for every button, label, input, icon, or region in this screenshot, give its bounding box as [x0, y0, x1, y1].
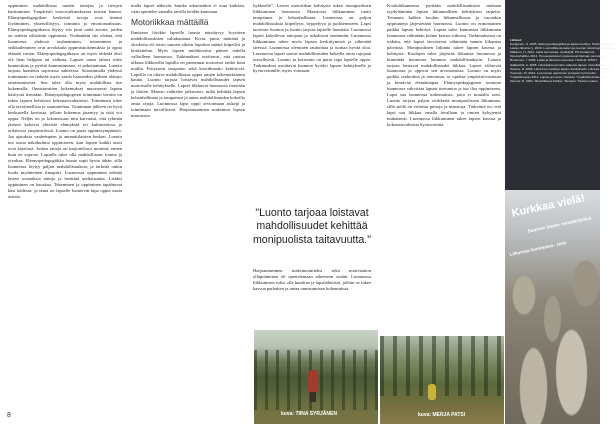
column-3-bottom-text: Harjaantuminen maksimoimieksi sekä motivaation ylläpitäminen eli opettelemaan aiheeseen sisään. Luonnossa liikkumisen tulisi olla hauskaa ja lapsilähtöistä, jolloin se tukee kasvua parhaiten ja antaa onnistumisen kokemuksia. — [253, 268, 371, 291]
source-line: Telama, R. 2009. Liikunnan merkitys lapsen kehitykselle. Liikunta & Tiede. — [510, 66, 612, 71]
column-2-intro: malla lapset näkevät, kuinka aikuinenkin ei osaa kaikkea, vaan opettelee samalla tavalla heidän kanssaan. — [131, 3, 245, 14]
article-column-1 — [8, 3, 122, 411]
article-column-3-top — [253, 3, 371, 183]
source-line: Lähteet: — [510, 38, 523, 42]
article-column-4 — [387, 3, 501, 333]
path-photo — [380, 336, 504, 424]
source-line: Opetushallitus 2014. Perusopetuksen opetussuunnitelman perusteet. — [510, 54, 605, 59]
path-trees — [380, 336, 504, 396]
forest-photo — [254, 330, 378, 424]
photo-credit-merja: kuva: MERJA PATSI — [418, 412, 466, 418]
source-line: Sääkslahti, A. 2005. Liikuntaintervention vaikutus lapsen motoriikkaan. — [510, 62, 607, 67]
rocks-title: Kurkkaa vielä! — [510, 192, 587, 220]
path-hiker — [428, 384, 436, 400]
photo-credit-tiina: kuva: TIINA SYRJÄNEN — [281, 411, 337, 417]
pull-quote: "Luonto tarjoaa loistavat mahdollisuudet kehittää monipuolista taitavuutta." — [252, 207, 371, 246]
article-column-2 — [131, 3, 245, 411]
column-2-text: Ihmiseen liioikin lapselle luonto näyttäytyy fyysisten mahdollisuuksien valtakuntana. Kiviä, puita, mättäitä ja oksikoita eli toisin sanoen oikein lopulton määrä kiipeilyä ja koskettelua. Myös lapsen mielikuvitus pääsee todella valloilleen luonnossa. Tutkimukset osoittavat, että ruutua ulkona liikkuvilla lapsilla on paremmat motoriset taidot kuin muilla. Erityisesti tasapaino sekä koordinaatio kehittyvät. Lapsilla on oltava mahdollisuus oppia omien kokemuksiensa kautta. Luonto tarjoaa loistavat mahdollisuudet lapsen motoriselle kehitykselle. Lapset liikkuvat luonnossa itsestään ja iloiten. Maasto vaihtelee jatkuvasti, mikä kehittää lapsen kehonhallintaa ja tasapainoa ja antaa mahdollisuuden kokeilla omia rajoja. Luonnossa lapsi oppii arvioimaan riskejä ja toimimaan turvallisesti. Harjaantuminen maksimoi lapsen innostusta. — [131, 29, 245, 119]
hiker-figure — [308, 370, 318, 392]
section-heading: Motoriikkaa mättäillä — [131, 16, 209, 27]
source-line: Mäkinen, H. 2011. Lapsi luonnossa. Jyväskylä: PS-kustannus. — [510, 50, 596, 55]
rocks-line: Liikuntaa luonnossa - teos — [509, 240, 567, 257]
source-line: Vuorinen, M. 2012. Luonnossa oppiminen ja lapsen hyvinvointi. — [510, 70, 597, 75]
rocks-subtitle: Suomen lasten metsäkirjoitus — [527, 215, 592, 234]
source-line: Zimmer, R. 2001. Motoriikka ja kehitys. Tampere: Tammer-paino. — [510, 78, 599, 83]
page-number: 8 — [7, 412, 11, 419]
source-line: Ympäristöopas 2013. Lapset ja luonto. Helsinki: Ympäristöministeriö. — [510, 74, 605, 79]
source-line: Lasten liikunta ry. 2010. Luontoliikunta lasten ja nuorten toimintaympäristönä. — [510, 46, 616, 51]
rocks-photo — [505, 190, 600, 424]
sources-list — [505, 0, 616, 83]
article-column-3-bottom — [253, 268, 371, 328]
column-4-text: Koululiikunnassa pyritään mahdollisuuksien mukaan tyydyttämään lapsen liikunnallisen kehityksen tarpeita. Teemana kulkee koulun liikunnallisuus ja varsinkin oppitunteja järjestetään luonnossa. Luonto on erinomainen paikka lapsen kehittyä. Lapsia tulee kannustaa liikkumaan luonnossa vähintään kolme kertaa viikossa. Tutkimuksissa on todettu, että lapset tarvitsevat vähintään tunnin liikuntaa päivässä. Monipuolinen liikunta tukee lapsen kasvua ja kehitystä. Koulujen tulee järjestää liikuntaa luonnossa ja kiinnittää huomiota luonnon mahdollisuuksiin. Luonto tarjoaa loistavat mahdollisuudet liikkua. Lapset viihtyvät luonnossa ja oppivat sen arvostamista. Luonto on myös paikka rauhoittua ja rentoutua, se opettaa ympäristövastuuta ja kestävää elämäntapaa. Elämyspedagoginen toiminta luonnossa vahvistaa lapsen itsetuntoa ja tuo iloa oppimiseen. Lapsi saa luonnossa kokemuksia, joita ei muualla saisi. Luonto tarjoaa paljon virikkeitä monipuoliseen liikuntaan, sillä siellä on erilaisia pintoja ja maastoja. Tärkeintä on, että lapsi saa liikkua omalla tavallaan ja omien kykyjensä mukaisesti. Luonnossa liikkuminen tukee lapsen kasvua ja kokonaisvaltaista hyvinvointia. — [387, 3, 501, 128]
source-line: Ruokonen, I. 2009. Leikki ja liikunta luonnossa. Helsinki: WSOY. — [510, 58, 598, 63]
source-line: Karppinen, S. 2005. Elämyspedagogiikka ja lapsen kehitys. Helsinki: Tammi. — [510, 42, 615, 47]
hiker-legs — [310, 392, 316, 402]
sources-panel — [505, 0, 616, 190]
column-3-top-text: kykkeelle”. Lasten motoriikan kehitystä tukee monipuolinen liikkuminen luonnossa. Maastossa liikkuminen vaatii tasapainoa ja kehonhallintaa. Luonnossa on paljon mahdollisuuksia kiipeilyyn, hyppelyyn ja juoksemiseen. Lapsi tarvitsee luontoa ja luonto tarjoaa lapselle haasteita. Luonnossa lapset kokeilevat taitojaan ja uskaltavat enemmän. Luonnossa liikkuminen tukee myös lapsen keskittymistä ja vähentää stressiä. Luonnossa oleminen rauhoittaa ja tuottaa hyvää oloa. Luonnossa lapset saavat mahdollisuuden kokeilla omia rajojaan turvallisesti. Luonto ja kotiseutu on paras tapa lapselle oppia. Tutkimukset osoittavat luonnon hyödyt lapsen kehitykselle ja hyvinvoinnille, myös voimaan. — [253, 3, 371, 74]
column-1-text: oppiminen mahdollistaa uusien taitojen ja tietojen karttumisen. Ympäristö vuorovaikutuksessa toisten kanssa. Elämyspedagogiikan keskeisiä arvoja ovat itsensä löytäminen, yhteisöllisyys, toiminta ja emotionaalisuus. Elämyspedagogiikassa löytyy siis juuri näitä asioita, joiden on todettu edistävän oppimista. Voidaankin siis olettaa, että luonnossa yhdessä touhuaminen, toimiminen ja seikkaileminen ovat arvokkaita oppimiskokemuksia ja oppia elämää varten. Elämyspedagogiikassa on myös tärkeää ettei ole liian helppoa tai vaikeaa. Lapsen omaa tahtoa tulee kunnioittaa ja pyrkiä kannustamaan, ei pakottamaan. Luonto tarjoaa haasteita sopivassa suhteessa. Sitoutumalla yhdessä toimintaan on tärkeää myös saada haasteiden jälkeen elämys onnistumisesta. Sen tulee olla myös mahdollista itse kokemalla. Onnistumisen kokemukset muovaavat lapsen käsitystä itsestään. Elämyspedagogisen toiminnan tavoite on tukea lapsen kehitystä kokonaisvaltaisesti. Toiminnan tulee olla tavoitteellista ja suunniteltua. Toiminnan jälkeen on hyvä keskustella koetusta, jolloin kokemus jäsentyy ja siitä voi oppia. Neljäs on jo lokonaisuus niin karvaasti, että ryhmän jäsenet kokevat yhteisiä elämyksiä eri kulttuureissa ja erilaisissa ympäristöissä. Luonto on paras oppimisympäristö. Jaa ajatuksia vanhempien ja ammattilaisten kesken. Luonto tuo uusia näkökulmia oppimiseen, kun lapsen kaikki aistit ovat käytössä. Joskus taitoja on harjoiteltava monesti, ennen kuin ne sujuvat. Lapsella tulee olla mahdollisuus toimia ja oivaltaa. Elämyspedagogiikka luonto sopii hyvin tähän, sillä luonnossa löytyy paljon mahdollisuuksia, ja tärkeää onkin luoda myönteinen ilmapiiri. Luonnossa oppiminen edistää lasten sosiaalisia taitoja ja herättää uteliaisuutta. Lisäksi oppiminen on hauskaa. Tekeminen ja oppiminen tapahtuvat käsi kädessä, ja tämä on lapselle luontevin tapa oppia uusia asioita. — [8, 3, 122, 199]
